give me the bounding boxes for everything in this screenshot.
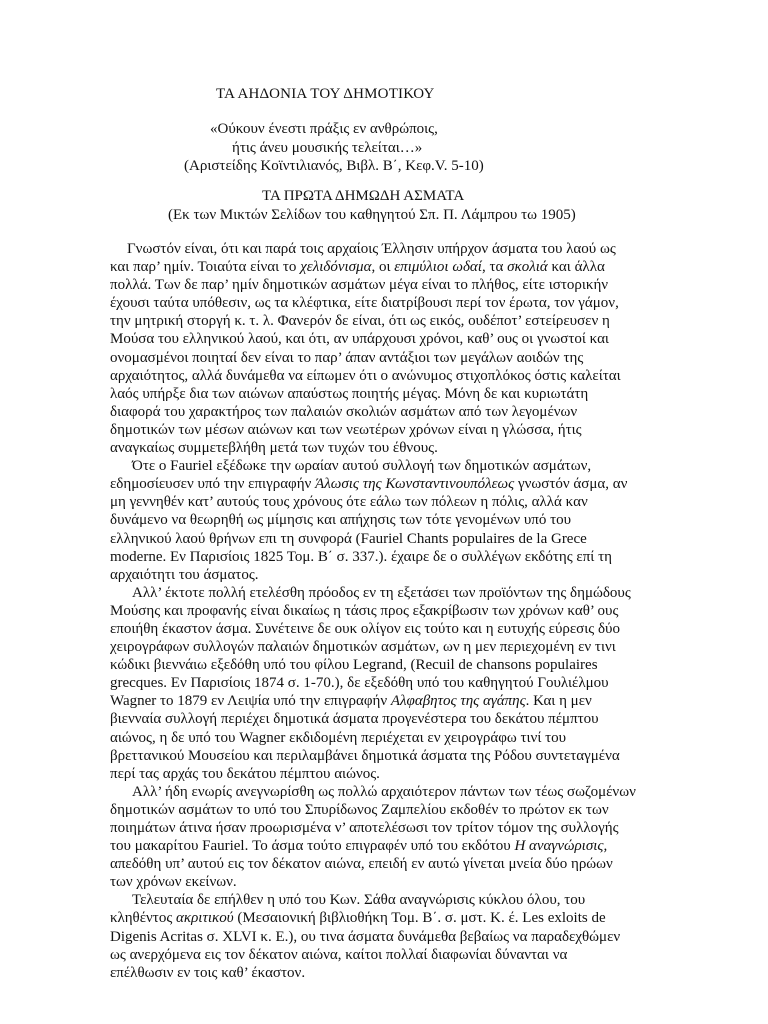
italic-run: Η αναγνώρισις, <box>514 838 608 855</box>
text-run: και παρ’ ημίν. Τοιαύτα είναι το <box>110 259 301 276</box>
text-run: απεδόθη υπ’ αυτού εις τον δέκατον αιώνα, επειδή εν αυτώ γίνεται μνεία δύο ηρώων <box>110 856 613 873</box>
text-line <box>110 475 670 493</box>
section-title: ΤΑ ΠΡΩΤΑ ΔΗΜΩΔΗ ΑΣΜΑΤΑ <box>262 188 465 204</box>
text-line <box>110 692 670 710</box>
text-line <box>110 403 670 421</box>
text-line <box>110 367 670 385</box>
text-run: Digenis Acritas σ. XLVI κ. Ε.), ου τινα άσματα δυνάμεθα βεβαίως να παραδεχθώμεν <box>110 928 621 945</box>
text-run: ονομασμένοι ποιηταί δεν είναι το παρ’ άπαν αντάξιοι των μεγάλων αοιδών της <box>110 349 584 366</box>
text-run: εδημοσίευσεν υπό την επιγραφήν <box>110 476 316 493</box>
text-run: διαφορά του χαρακτήρος των παλαιών σκολιών ασμάτων από των λεγομένων <box>110 403 578 420</box>
text-line <box>110 837 670 855</box>
body-text <box>110 240 670 982</box>
text-line <box>110 602 670 620</box>
text-line <box>110 819 670 837</box>
text-run: αρχαιότητος, αλλά δυνάμεθα να είπωμεν ότι ο ανώνυμος στιχοπλόκος όστις καλείται <box>110 367 621 384</box>
text-run: αιώνος, η δε υπό του Wagner εκδιδομένη περιέχεται εν χειρογράφω τινί του <box>110 729 567 746</box>
text-line <box>110 710 670 728</box>
text-run: Γνωστόν είναι, ότι και παρά τοις αρχαίοις Έλλησιν υπήρχον άσματα του λαού ως <box>127 241 616 257</box>
text-run: βιενναία συλλογή περιέχει δημοτικά άσματα προγενέστερα του δεκάτου πέμπτου <box>110 711 599 728</box>
text-run: λαός υπήρξε δια των αιώνων απαύστως ποιητής μέγας. Μόνη δε και κυριωτάτη <box>110 385 589 402</box>
text-run: του μακαρίτου Fauriel. Το άσμα τούτο επιγραφέν υπό του εκδότου <box>110 838 515 855</box>
text-run: moderne. Εν Παρισίοις 1825 Τομ. Β΄ σ. 337.). έχαιρε δε ο συλλέγων εκδότης επί τη <box>110 548 612 565</box>
text-line <box>110 765 670 783</box>
text-run: περί τας αρχάς του δεκάτου πέμπτου αιώνος. <box>110 765 380 782</box>
text-run: (Μεσαιονική βιβλιοθήκη Τομ. Β΄. σ. μστ. Κ. έ. Les exloits de <box>233 910 606 927</box>
text-line <box>110 946 670 964</box>
text-line <box>110 530 670 548</box>
text-run: , οι <box>371 259 395 276</box>
text-line <box>110 385 670 403</box>
text-run: κληθέντος <box>110 910 177 927</box>
text-line <box>110 620 670 638</box>
text-line <box>110 294 670 312</box>
text-line <box>110 783 670 801</box>
text-line <box>110 312 670 330</box>
text-line <box>110 566 670 584</box>
text-run: αναγκαίως συμμετεβλήθη μετά των τυχών του έθνους. <box>110 440 438 457</box>
section-source: (Εκ των Μικτών Σελίδων του καθηγητού Σπ. Π. Λάμπρου τω 1905) <box>168 207 576 223</box>
text-run: μη γεννηθέν κατ’ αυτούς τους χρόνους ότε εάλω των πόλεων η πόλις, αλλά καν <box>110 494 588 511</box>
text-run: Αλλ’ έκτοτε πολλή ετελέσθη πρόοδος εν τη εξετάσει των προϊόντων της δημώδους <box>132 584 631 601</box>
text-run: ποιημάτων άτινα ήσαν προωρισμένα ν’ αποτελέσωσι τον τρίτον τόμον της συλλογής <box>110 820 619 836</box>
italic-run: Άλωσις της Κωνσταντινουπόλεως <box>315 476 515 493</box>
text-line <box>110 801 670 819</box>
text-run: έχουσι ταύτα υπόθεσιν, ως τα κλέφτικα, είτε διατρίβουσι περί τον έρωτα, τον γάμον, <box>110 295 619 312</box>
text-run: αρχαιότητι του άσματος. <box>110 566 259 583</box>
text-run: . Και η μεν <box>525 693 592 710</box>
text-run: επέλθωσιν εν τοις καθ’ έκαστον. <box>110 964 306 981</box>
text-line <box>110 439 670 457</box>
italic-run: ακριτικού <box>176 910 234 927</box>
text-run: grecques. Εν Παρισίοις 1874 σ. 1-70.), δε εξεδόθη υπό του καθηγητού Γουλιέλμου <box>110 675 609 692</box>
text-line <box>110 873 670 891</box>
text-line <box>110 584 670 602</box>
text-run: κώδικι βιεννάιω εξεδόθη υπό του φίλου Legrand, (Recuil de chansons populaires <box>110 657 598 674</box>
text-run: χειρογράφων συλλογών παλαιών δημοτικών ασμάτων, ων η μεν περιεχομένη εν τινι <box>110 639 616 656</box>
text-run: Μούσα του ελληνικού λαού, και ότι, αν υπάρχουσι χρόνοι, καθ’ ους οι γνωστοί και <box>110 331 609 348</box>
text-run: δυνάμενο να θεωρηθή ως μίμησις και απήχησις των τότε γενομένων υπό του <box>110 512 572 529</box>
text-run: βρεττανικού Μουσείου και περιλαμβάνει δημοτικά άσματα της Ρόδου συντεταγμένα <box>110 747 620 764</box>
text-line <box>110 729 670 747</box>
text-line <box>110 330 670 348</box>
text-line <box>110 747 670 765</box>
italic-run: Αλφαβητος της αγάπης <box>390 693 526 710</box>
text-line <box>110 421 670 439</box>
text-run: την μητρική στοργή κ. τ. λ. Φανερόν δε είναι, ότι ως εικός, ουδέποτ’ εστείρευσεν η <box>110 313 610 330</box>
text-run: ελληνικού λαού θρήνων επι τη συνφορά (Fauriel Chants populaires de la Grece <box>110 530 587 547</box>
text-line <box>110 276 670 294</box>
text-run: γνωστόν άσμα, αν <box>514 476 628 493</box>
text-line <box>110 511 670 529</box>
text-line <box>110 855 670 873</box>
text-line <box>110 493 670 511</box>
text-line <box>110 891 670 909</box>
text-run: των χρόνων εκείνων. <box>110 874 237 891</box>
italic-run: επιμύλιοι ωδαί <box>394 259 482 276</box>
text-line <box>110 258 670 276</box>
text-run: πολλά. Των δε παρ’ ημίν δημοτικών ασμάτων μέγα είναι το πλήθος, είτε ιστορικήν <box>110 277 609 294</box>
text-run: δημοτικών ασμάτων το υπό του Σπυρίδωνος Ζαμπελίου εκδοθέν το πρώτον εκ των <box>110 801 609 818</box>
text-run: Μούσης και προφανής είναι δικαίως η τάσις προς εξακρίβωσιν των χρόνων καθ’ ους <box>110 602 619 619</box>
epigraph-line: ήτις άνευ μουσικής τελείται…» <box>232 140 423 156</box>
text-line <box>110 638 670 656</box>
text-line <box>110 964 670 982</box>
italic-run: χελιδόνισμα <box>300 259 372 276</box>
text-run: Αλλ’ ήδη ενωρίς ανεγνωρίσθη ως πολλώ αρχαιότερον πάντων των τέως σωζομένων <box>132 783 636 800</box>
text-line <box>110 928 670 946</box>
text-run: Τελευταία δε επήλθεν η υπό του Κων. Σάθα αναγνώρισις κύκλου όλου, του <box>132 892 586 909</box>
text-run: ως ανερχόμενα εις τον δέκατον αιώνα, καίτοι πολλαί διαφωνίαι δύνανται να <box>110 946 568 963</box>
text-line <box>110 457 670 475</box>
text-run: εποιήθη έκαστον άσμα. Συνέτεινε δε ουκ ολίγον εις τούτο και η ευτυχής εύρεσις δύο <box>110 620 620 637</box>
text-line <box>110 674 670 692</box>
document-title: ΤΑ ΑΗΔΟΝΙΑ ΤΟΥ ΔΗΜΟΤΙΚΟΥ <box>216 86 435 102</box>
text-line <box>110 548 670 566</box>
epigraph-citation: (Αριστείδης Κοϊντιλιανός, Βιβλ. Β΄, Κεφ.V. 5-10) <box>184 158 484 174</box>
text-run: , τα <box>481 259 508 276</box>
text-line <box>110 656 670 674</box>
italic-run: σκολιά <box>507 259 548 276</box>
text-run: Ότε ο Fauriel εξέδωκε την ωραίαν αυτού συλλογή των δημοτικών ασμάτων, <box>132 458 592 475</box>
text-run: δημοτικών των μέσων αιώνων και των νεωτέρων χρόνων είναι η γλώσσα, ήτις <box>110 421 582 438</box>
text-line <box>110 240 670 258</box>
text-run: Wagner το 1879 εν Λειψία υπό την επιγραφήν <box>110 693 391 710</box>
epigraph-line: «Ούκουν ένεστι πράξις εν ανθρώποις, <box>210 121 438 137</box>
text-run: και άλλα <box>547 259 605 276</box>
text-line <box>110 909 670 927</box>
text-line <box>110 349 670 367</box>
